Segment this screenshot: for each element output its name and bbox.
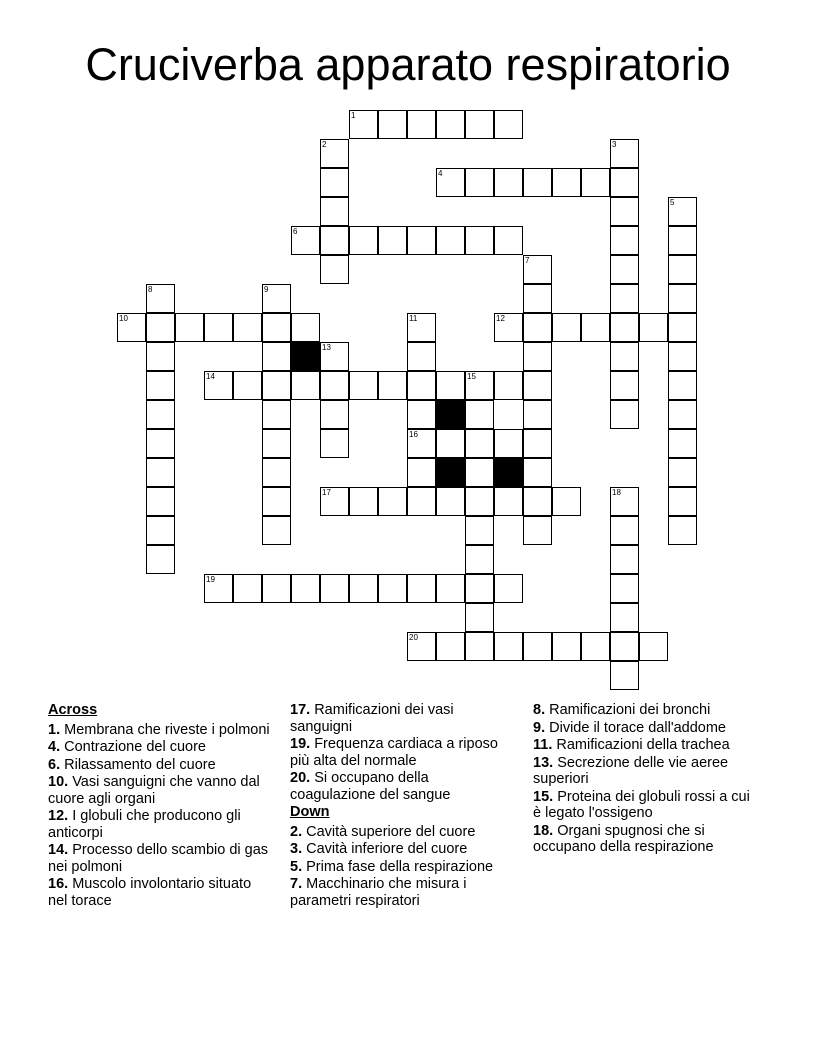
clue-down-18	[533, 823, 758, 856]
grid-cell[interactable]	[146, 284, 175, 313]
clue-down-5	[290, 859, 510, 876]
grid-cell[interactable]	[378, 226, 407, 255]
clue-number-label: 7	[525, 256, 530, 265]
clue-text: Macchinario che misura i parametri respiratori	[290, 876, 467, 909]
grid-cell[interactable]	[436, 632, 465, 661]
clue-number: 15.	[533, 788, 554, 805]
clue-down-3	[290, 841, 510, 858]
grid-cell[interactable]	[668, 429, 697, 458]
grid-cell[interactable]	[407, 458, 436, 487]
grid-cell[interactable]	[378, 371, 407, 400]
grid-cell[interactable]	[175, 313, 204, 342]
grid-cell[interactable]	[523, 342, 552, 371]
grid-cell[interactable]	[349, 574, 378, 603]
grid-cell[interactable]	[465, 458, 494, 487]
clue-text: Muscolo involontario situato nel torace	[48, 876, 252, 909]
grid-cell[interactable]	[494, 632, 523, 661]
clue-text: Contrazione del cuore	[64, 739, 206, 755]
grid-cell[interactable]	[523, 400, 552, 429]
grid-cell[interactable]	[465, 603, 494, 632]
grid-cell[interactable]	[668, 197, 697, 226]
grid-cell[interactable]	[233, 574, 262, 603]
grid-cell[interactable]	[436, 487, 465, 516]
grid-cell[interactable]	[610, 516, 639, 545]
grid-cell[interactable]	[204, 574, 233, 603]
grid-cell[interactable]	[233, 313, 262, 342]
clue-number: 2.	[290, 823, 303, 840]
grid-cell[interactable]	[668, 226, 697, 255]
clue-number: 14.	[48, 842, 69, 858]
grid-cell[interactable]	[320, 487, 349, 516]
clue-down-8	[533, 702, 758, 719]
clue-text: Prima fase della respirazione	[306, 858, 494, 875]
grid-cell[interactable]	[146, 342, 175, 371]
clue-text: Membrana che riveste i polmoni	[64, 721, 270, 738]
grid-cell[interactable]	[581, 632, 610, 661]
grid-cell[interactable]	[581, 313, 610, 342]
grid-cell[interactable]	[407, 429, 436, 458]
grid-cell[interactable]	[610, 545, 639, 574]
grid-cell[interactable]	[349, 226, 378, 255]
grid-cell[interactable]	[436, 574, 465, 603]
grid-cell[interactable]	[494, 226, 523, 255]
clues-column-3	[533, 702, 758, 857]
grid-cell[interactable]	[436, 168, 465, 197]
grid-cell[interactable]	[436, 371, 465, 400]
grid-block	[494, 458, 523, 487]
grid-cell[interactable]	[320, 400, 349, 429]
clue-number-label: 5	[670, 198, 675, 207]
clue-text: Frequenza cardiaca a riposo più alta del normale	[290, 736, 498, 769]
grid-cell[interactable]	[465, 226, 494, 255]
clue-number: 13.	[533, 754, 554, 771]
grid-cell[interactable]	[407, 400, 436, 429]
grid-cell[interactable]	[320, 342, 349, 371]
grid-cell[interactable]	[610, 487, 639, 516]
clue-across-12	[48, 808, 273, 841]
page-title: Cruciverba apparato respiratorio	[85, 39, 731, 90]
clue-text: Ramificazioni dei bronchi	[549, 702, 711, 718]
grid-cell[interactable]	[610, 197, 639, 226]
grid-cell[interactable]	[436, 226, 465, 255]
clue-down-9	[533, 720, 758, 737]
clue-down-2	[290, 824, 510, 841]
grid-cell[interactable]	[320, 226, 349, 255]
grid-cell[interactable]	[146, 545, 175, 574]
grid-cell[interactable]	[465, 574, 494, 603]
grid-cell[interactable]	[378, 110, 407, 139]
clues-column-2	[290, 702, 510, 910]
grid-cell[interactable]	[610, 400, 639, 429]
across-heading: Across	[48, 702, 98, 718]
grid-cell[interactable]	[668, 516, 697, 545]
clue-number: 12.	[48, 808, 69, 824]
grid-cell[interactable]	[523, 168, 552, 197]
grid-cell[interactable]	[146, 429, 175, 458]
grid-cell[interactable]	[262, 313, 291, 342]
grid-cell[interactable]	[494, 371, 523, 400]
grid-cell[interactable]	[465, 429, 494, 458]
grid-cell[interactable]	[436, 110, 465, 139]
clue-number: 5.	[290, 858, 303, 875]
clue-text: I globuli che producono gli anticorpi	[48, 808, 241, 841]
grid-cell[interactable]	[320, 255, 349, 284]
grid-cell[interactable]	[668, 458, 697, 487]
clue-number: 8.	[533, 702, 546, 718]
grid-cell[interactable]	[523, 284, 552, 313]
clue-text: Rilassamento del cuore	[64, 756, 216, 773]
clue-number: 11.	[533, 737, 553, 753]
clue-text: Divide il torace dall'addome	[549, 719, 726, 736]
grid-cell[interactable]	[668, 284, 697, 313]
grid-cell[interactable]	[262, 574, 291, 603]
clue-down-13	[533, 755, 758, 788]
clue-number: 17.	[290, 702, 311, 718]
grid-cell[interactable]	[494, 110, 523, 139]
grid-cell[interactable]	[639, 313, 668, 342]
grid-cell[interactable]	[552, 487, 581, 516]
grid-cell[interactable]	[465, 487, 494, 516]
grid-cell[interactable]	[494, 487, 523, 516]
clue-number-label: 17	[322, 488, 331, 497]
grid-cell[interactable]	[668, 342, 697, 371]
grid-cell[interactable]	[146, 458, 175, 487]
clue-number-label: 8	[148, 285, 153, 294]
grid-cell[interactable]	[407, 632, 436, 661]
grid-block	[436, 458, 465, 487]
clue-number-label: 18	[612, 488, 621, 497]
clue-text: Si occupano della coagulazione del sangue	[290, 770, 451, 803]
clue-across-1	[48, 722, 273, 739]
grid-cell[interactable]	[320, 429, 349, 458]
grid-cell[interactable]	[668, 255, 697, 284]
grid-cell[interactable]	[668, 487, 697, 516]
grid-cell[interactable]	[436, 429, 465, 458]
clue-down-7	[290, 876, 510, 909]
clue-number: 18.	[533, 822, 554, 839]
grid-cell[interactable]	[610, 371, 639, 400]
grid-cell[interactable]	[233, 371, 262, 400]
grid-cell[interactable]	[320, 371, 349, 400]
grid-cell[interactable]	[552, 313, 581, 342]
clue-number: 10.	[48, 774, 69, 790]
clue-across-17	[290, 702, 510, 735]
grid-cell[interactable]	[552, 168, 581, 197]
clues-column-1	[48, 702, 273, 910]
clue-number: 7.	[290, 876, 303, 892]
clue-number-label: 1	[351, 111, 356, 120]
clue-number-label: 3	[612, 140, 617, 149]
clue-number: 16.	[48, 876, 69, 892]
clue-across-16	[48, 876, 273, 909]
clue-number-label: 12	[496, 314, 505, 323]
grid-cell[interactable]	[494, 168, 523, 197]
grid-cell[interactable]	[610, 661, 639, 690]
grid-cell[interactable]	[146, 516, 175, 545]
grid-cell[interactable]	[494, 429, 523, 458]
grid-cell[interactable]	[610, 574, 639, 603]
clue-number-label: 11	[409, 314, 418, 323]
grid-cell[interactable]	[407, 371, 436, 400]
grid-cell[interactable]	[262, 429, 291, 458]
grid-cell[interactable]	[523, 371, 552, 400]
grid-cell[interactable]	[523, 255, 552, 284]
grid-cell[interactable]	[291, 226, 320, 255]
grid-cell[interactable]	[349, 371, 378, 400]
clue-down-11	[533, 737, 758, 754]
clue-across-4	[48, 739, 273, 756]
grid-cell[interactable]	[378, 487, 407, 516]
clue-number-label: 6	[293, 227, 298, 236]
grid-cell[interactable]	[378, 574, 407, 603]
grid-cell[interactable]	[262, 516, 291, 545]
clue-number-label: 15	[467, 372, 476, 381]
grid-cell[interactable]	[407, 313, 436, 342]
clue-number: 9.	[533, 719, 546, 736]
grid-cell[interactable]	[262, 284, 291, 313]
grid-cell[interactable]	[117, 313, 146, 342]
grid-block	[291, 342, 320, 371]
clue-number-label: 9	[264, 285, 269, 294]
grid-cell[interactable]	[610, 342, 639, 371]
grid-cell[interactable]	[407, 110, 436, 139]
grid-cell[interactable]	[581, 168, 610, 197]
grid-cell[interactable]	[523, 632, 552, 661]
grid-cell[interactable]	[262, 487, 291, 516]
clue-text: Processo dello scambio di gas nei polmoni	[48, 842, 269, 875]
grid-cell[interactable]	[552, 632, 581, 661]
grid-cell[interactable]	[349, 487, 378, 516]
clue-number-label: 16	[409, 430, 418, 439]
clue-across-10	[48, 774, 273, 807]
grid-cell[interactable]	[204, 371, 233, 400]
grid-cell[interactable]	[465, 168, 494, 197]
grid-cell[interactable]	[465, 516, 494, 545]
grid-cell[interactable]	[407, 487, 436, 516]
grid-cell[interactable]	[523, 313, 552, 342]
clue-across-20	[290, 770, 510, 803]
grid-cell[interactable]	[291, 371, 320, 400]
grid-cell[interactable]	[668, 313, 697, 342]
grid-cell[interactable]	[465, 400, 494, 429]
grid-cell[interactable]	[465, 632, 494, 661]
clue-number-label: 13	[322, 343, 331, 352]
grid-cell[interactable]	[523, 429, 552, 458]
clue-number-label: 2	[322, 140, 327, 149]
grid-cell[interactable]	[146, 487, 175, 516]
clue-across-19	[290, 736, 510, 769]
clue-text: Cavità superiore del cuore	[306, 823, 476, 840]
grid-cell[interactable]	[146, 313, 175, 342]
grid-cell[interactable]	[465, 545, 494, 574]
clue-down-15	[533, 789, 758, 822]
grid-cell[interactable]	[262, 400, 291, 429]
grid-cell[interactable]	[320, 574, 349, 603]
grid-cell[interactable]	[610, 603, 639, 632]
clue-text: Ramificazioni dei vasi sanguigni	[290, 702, 454, 735]
clue-text: Secrezione delle vie aeree superiori	[533, 754, 729, 787]
clue-number: 19.	[290, 736, 311, 752]
grid-cell[interactable]	[610, 284, 639, 313]
grid-cell[interactable]	[523, 516, 552, 545]
grid-cell[interactable]	[610, 139, 639, 168]
grid-cell[interactable]	[146, 371, 175, 400]
grid-cell[interactable]	[610, 632, 639, 661]
grid-cell[interactable]	[668, 400, 697, 429]
clue-across-6	[48, 757, 273, 774]
clue-number-label: 20	[409, 633, 418, 642]
grid-cell[interactable]	[262, 371, 291, 400]
grid-cell[interactable]	[610, 313, 639, 342]
grid-cell[interactable]	[610, 168, 639, 197]
grid-cell[interactable]	[262, 342, 291, 371]
grid-cell[interactable]	[639, 632, 668, 661]
clue-number-label: 14	[206, 372, 215, 381]
grid-cell[interactable]	[610, 226, 639, 255]
grid-cell[interactable]	[291, 574, 320, 603]
grid-cell[interactable]	[320, 168, 349, 197]
grid-cell[interactable]	[610, 255, 639, 284]
grid-cell[interactable]	[146, 400, 175, 429]
grid-cell[interactable]	[407, 226, 436, 255]
clue-number: 6.	[48, 756, 61, 773]
grid-cell[interactable]	[349, 110, 378, 139]
clue-number-label: 10	[119, 314, 128, 323]
grid-cell[interactable]	[465, 371, 494, 400]
clue-text: Organi spugnosi che si occupano della respirazione	[533, 822, 714, 855]
grid-block	[436, 400, 465, 429]
grid-cell[interactable]	[320, 139, 349, 168]
clue-text: Ramificazioni della trachea	[556, 737, 730, 753]
grid-cell[interactable]	[407, 342, 436, 371]
clue-number-label: 19	[206, 575, 215, 584]
grid-cell[interactable]	[494, 574, 523, 603]
clue-text: Proteina dei globuli rossi a cui è legato l'ossigeno	[533, 788, 750, 821]
grid-cell[interactable]	[494, 313, 523, 342]
clue-text: Vasi sanguigni che vanno dal cuore agli organi	[48, 774, 260, 807]
clue-number-label: 4	[438, 169, 443, 178]
clue-number: 1.	[48, 721, 61, 738]
grid-cell[interactable]	[523, 458, 552, 487]
grid-cell[interactable]	[204, 313, 233, 342]
down-heading: Down	[290, 804, 330, 820]
grid-cell[interactable]	[465, 110, 494, 139]
clue-number: 3.	[290, 841, 303, 857]
grid-cell[interactable]	[523, 487, 552, 516]
grid-cell[interactable]	[668, 371, 697, 400]
clue-number: 4.	[48, 739, 61, 755]
grid-cell[interactable]	[407, 574, 436, 603]
grid-cell[interactable]	[291, 313, 320, 342]
clue-number: 20.	[290, 770, 311, 786]
grid-cell[interactable]	[262, 458, 291, 487]
clue-across-14	[48, 842, 273, 875]
clue-text: Cavità inferiore del cuore	[306, 841, 468, 857]
grid-cell[interactable]	[320, 197, 349, 226]
